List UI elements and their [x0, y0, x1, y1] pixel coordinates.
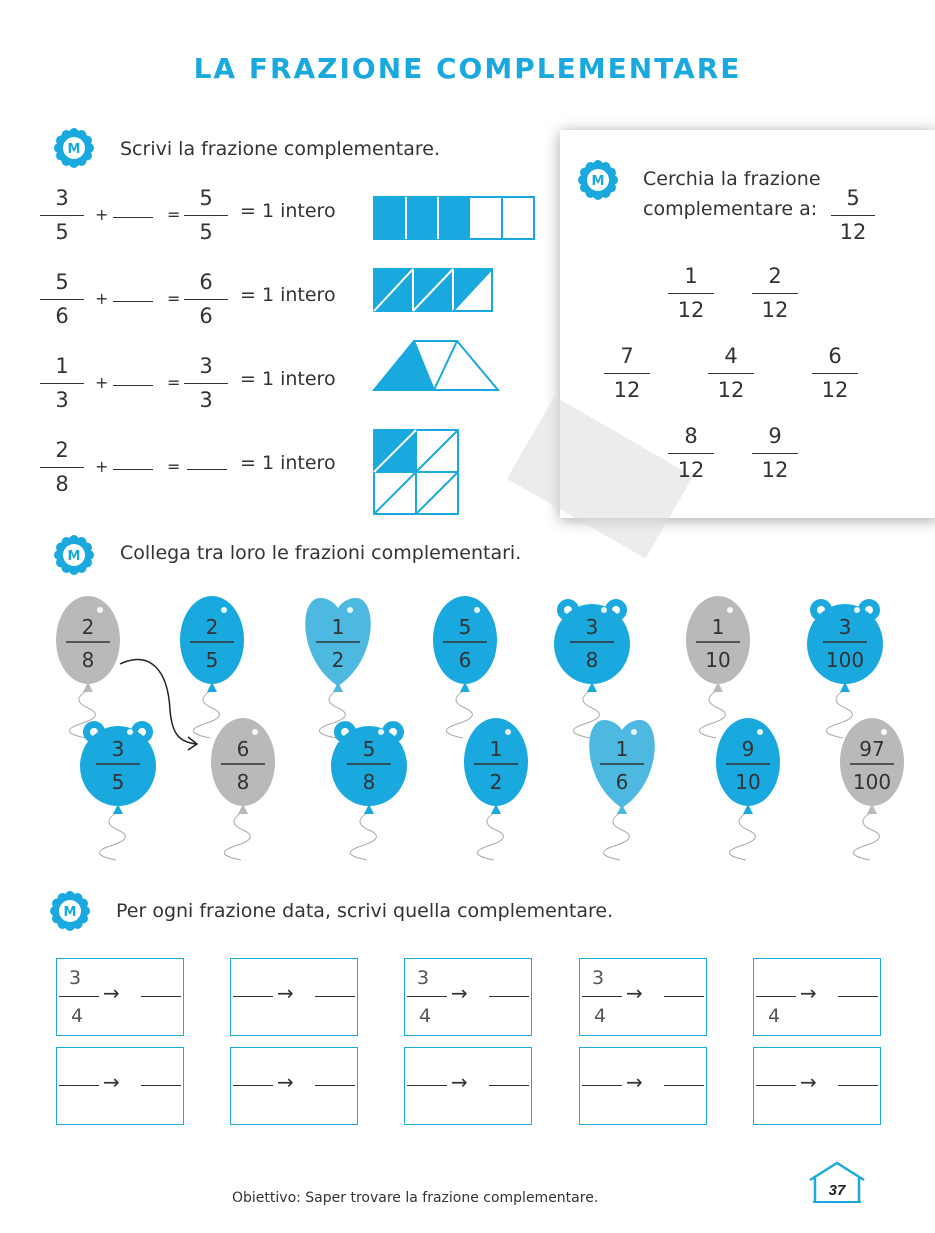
balloon[interactable] [554, 599, 630, 738]
given-fraction [40, 272, 84, 330]
fraction-bar [184, 215, 228, 216]
balloon[interactable] [180, 596, 244, 738]
answer-line[interactable] [315, 1085, 355, 1086]
complement-box[interactable] [230, 1047, 358, 1125]
fraction-bar [708, 373, 754, 374]
svg-text:M: M [67, 142, 81, 157]
given-fraction-line[interactable] [582, 1085, 622, 1086]
fraction-bar [668, 453, 714, 454]
one-whole-label: = 1 intero [240, 452, 336, 474]
svg-text:M: M [67, 549, 81, 564]
given-fraction-line[interactable] [233, 1085, 273, 1086]
answer-line[interactable] [489, 996, 529, 997]
numerator: 3 [199, 354, 213, 378]
balloon-denominator: 5 [111, 770, 125, 794]
fraction-bar [604, 373, 650, 374]
balloon[interactable] [211, 718, 275, 860]
option-fraction[interactable] [812, 346, 858, 404]
denominator: 5 [55, 220, 69, 244]
balloon[interactable] [56, 596, 120, 738]
m-badge-icon [54, 535, 94, 575]
exercise2-instruction-line1: Cerchia la frazione [643, 168, 821, 190]
balloon[interactable] [716, 718, 780, 860]
arrow-right-icon: → [451, 981, 468, 1005]
complement-box[interactable] [230, 958, 358, 1036]
balloon[interactable] [589, 720, 654, 860]
answer-blank[interactable] [113, 385, 153, 386]
exercise2-instruction-line2: complementare a: [643, 198, 818, 220]
balloon-numerator: 2 [205, 615, 219, 639]
fraction-bar [752, 453, 798, 454]
box-numerator: 3 [69, 967, 82, 989]
svg-text:M: M [591, 174, 605, 189]
denominator: 6 [199, 304, 213, 328]
m-badge-icon [578, 160, 618, 200]
given-fraction-line[interactable] [756, 1085, 796, 1086]
fraction-bar [184, 299, 228, 300]
complement-box[interactable] [579, 958, 707, 1036]
complement-box[interactable] [753, 1047, 881, 1125]
plus-sign: + [95, 205, 109, 224]
balloon[interactable] [331, 721, 407, 860]
denominator: 12 [677, 458, 705, 482]
balloon-numerator: 3 [585, 615, 599, 639]
numerator: 1 [55, 354, 69, 378]
balloon-denominator: 2 [331, 648, 345, 672]
complement-box[interactable] [56, 958, 184, 1036]
balloon[interactable] [840, 718, 904, 860]
svg-text:M: M [63, 905, 77, 920]
balloon-numerator: 6 [236, 737, 250, 761]
equals-sign: = [167, 373, 181, 392]
arrow-right-icon: → [451, 1070, 468, 1094]
whole-fraction [184, 272, 228, 330]
balloon[interactable] [433, 596, 497, 738]
m-badge-icon [54, 128, 94, 168]
balloon-denominator: 100 [825, 648, 865, 672]
given-fraction-line[interactable] [233, 996, 273, 997]
numerator: 7 [620, 344, 634, 368]
numerator: 9 [768, 424, 782, 448]
balloon-denominator: 6 [458, 648, 472, 672]
numerator: 3 [55, 186, 69, 210]
balloon-denominator: 5 [205, 648, 219, 672]
denominator: 12 [761, 458, 789, 482]
whole-fraction [184, 188, 228, 246]
denominator: 12 [717, 378, 745, 402]
balloon-numerator: 3 [111, 737, 125, 761]
one-whole-label: = 1 intero [240, 368, 336, 390]
arrow-right-icon: → [800, 1070, 817, 1094]
option-fraction[interactable] [668, 266, 714, 324]
balloon-numerator: 5 [362, 737, 376, 761]
numerator: 5 [846, 186, 860, 210]
equals-sign: = [167, 457, 181, 476]
answer-blank[interactable] [113, 301, 153, 302]
fraction-bar [752, 293, 798, 294]
answer-line[interactable] [664, 996, 704, 997]
numerator: 8 [684, 424, 698, 448]
denominator: 12 [613, 378, 641, 402]
whole-fraction [184, 356, 228, 414]
given-fraction-line[interactable] [407, 1085, 447, 1086]
arrow-right-icon: → [626, 981, 643, 1005]
page-title: LA FRAZIONE COMPLEMENTARE [193, 52, 742, 85]
given-fraction [40, 188, 84, 246]
page-number: 37 [828, 1182, 846, 1199]
denominator: 12 [839, 220, 867, 244]
numerator: 2 [768, 264, 782, 288]
fraction-bar [668, 293, 714, 294]
given-fraction-line[interactable] [407, 996, 447, 997]
balloon[interactable] [464, 718, 528, 860]
answer-line[interactable] [141, 996, 181, 997]
numerator: 6 [199, 270, 213, 294]
arrow-right-icon: → [103, 1070, 120, 1094]
balloon-denominator: 100 [852, 770, 892, 794]
given-fraction-line[interactable] [59, 1085, 99, 1086]
answer-line[interactable] [664, 1085, 704, 1086]
balloon-denominator: 8 [585, 648, 599, 672]
balloon-numerator: 3 [838, 615, 852, 639]
denominator: 8 [55, 472, 69, 496]
balloon[interactable] [807, 599, 883, 738]
denominator: 3 [55, 388, 69, 412]
plus-sign: + [95, 373, 109, 392]
exercise3-instruction: Collega tra loro le frazioni complementari. [120, 542, 522, 564]
answer-blank[interactable] [113, 217, 153, 218]
fraction-trapezoid-thirds [372, 338, 502, 394]
balloon-numerator: 5 [458, 615, 472, 639]
denominator: 5 [199, 220, 213, 244]
answer-line[interactable] [315, 996, 355, 997]
target-fraction [831, 188, 875, 246]
balloon[interactable] [305, 598, 370, 738]
complement-box[interactable] [579, 1047, 707, 1125]
exercise4-instruction: Per ogni frazione data, scrivi quella complementare. [116, 900, 614, 922]
box-denominator: 4 [419, 1005, 432, 1027]
complement-box[interactable] [404, 958, 532, 1036]
balloon-denominator: 8 [81, 648, 95, 672]
balloon-denominator: 10 [705, 648, 731, 672]
option-fraction[interactable] [668, 426, 714, 484]
denominator: 3 [199, 388, 213, 412]
numerator: 5 [55, 270, 69, 294]
box-denominator: 4 [594, 1005, 607, 1027]
given-fraction [40, 356, 84, 414]
denominator: 6 [55, 304, 69, 328]
equals-sign: = [167, 289, 181, 308]
balloon-numerator: 97 [859, 737, 885, 761]
box-numerator: 3 [417, 967, 430, 989]
given-fraction [40, 440, 84, 498]
fraction-bar [40, 467, 84, 468]
balloon[interactable] [80, 721, 156, 860]
balloon-denominator: 8 [362, 770, 376, 794]
balloon-denominator: 10 [735, 770, 761, 794]
box-numerator: 3 [592, 967, 605, 989]
answer-blank[interactable] [113, 469, 153, 470]
arrow-right-icon: → [800, 981, 817, 1005]
answer-line[interactable] [838, 1085, 878, 1086]
fraction-bar [40, 299, 84, 300]
plus-sign: + [95, 457, 109, 476]
option-fraction[interactable] [604, 346, 650, 404]
balloon-numerator: 1 [711, 615, 725, 639]
balloon-numerator: 9 [741, 737, 755, 761]
equals-sign: = [167, 205, 181, 224]
fraction-strip-fifths [372, 194, 538, 242]
denominator: 12 [677, 298, 705, 322]
answer-blank[interactable] [187, 469, 227, 470]
plus-sign: + [95, 289, 109, 308]
fraction-triangles-sixths [372, 266, 496, 314]
box-denominator: 4 [768, 1005, 781, 1027]
balloon-denominator: 8 [236, 770, 250, 794]
fraction-bar [40, 215, 84, 216]
denominator: 12 [761, 298, 789, 322]
balloon-numerator: 1 [615, 737, 629, 761]
numerator: 1 [684, 264, 698, 288]
arrow-right-icon: → [103, 981, 120, 1005]
given-fraction-line[interactable] [582, 996, 622, 997]
numerator: 4 [724, 344, 738, 368]
m-badge-icon [50, 891, 90, 931]
answer-line[interactable] [489, 1085, 529, 1086]
balloon[interactable] [686, 596, 750, 738]
balloon-numerator: 1 [489, 737, 503, 761]
option-fraction[interactable] [752, 266, 798, 324]
balloon-denominator: 6 [615, 770, 629, 794]
balloons-area [0, 590, 935, 870]
complement-box[interactable] [56, 1047, 184, 1125]
fraction-bar [812, 373, 858, 374]
exercise1-instruction: Scrivi la frazione complementare. [120, 138, 440, 160]
arrow-right-icon: → [277, 1070, 294, 1094]
footer-objective: Obiettivo: Saper trovare la frazione complementare. [232, 1190, 599, 1206]
answer-line[interactable] [141, 1085, 181, 1086]
one-whole-label: = 1 intero [240, 284, 336, 306]
arrow-right-icon: → [626, 1070, 643, 1094]
box-denominator: 4 [71, 1005, 84, 1027]
fraction-bar [40, 383, 84, 384]
numerator: 5 [199, 186, 213, 210]
page-number-house-icon [806, 1160, 868, 1204]
fraction-bar [184, 383, 228, 384]
arrow-right-icon: → [277, 981, 294, 1005]
complement-box[interactable] [404, 1047, 532, 1125]
given-fraction-line[interactable] [59, 996, 99, 997]
balloon-denominator: 2 [489, 770, 503, 794]
numerator: 2 [55, 438, 69, 462]
balloon-numerator: 1 [331, 615, 345, 639]
balloon-numerator: 2 [81, 615, 95, 639]
option-fraction[interactable] [752, 426, 798, 484]
option-fraction[interactable] [708, 346, 754, 404]
given-fraction-line[interactable] [756, 996, 796, 997]
numerator: 6 [828, 344, 842, 368]
fraction-square-eighths [372, 428, 460, 516]
answer-line[interactable] [838, 996, 878, 997]
fraction-bar [831, 215, 875, 216]
denominator: 12 [821, 378, 849, 402]
one-whole-label: = 1 intero [240, 200, 336, 222]
complement-box[interactable] [753, 958, 881, 1036]
